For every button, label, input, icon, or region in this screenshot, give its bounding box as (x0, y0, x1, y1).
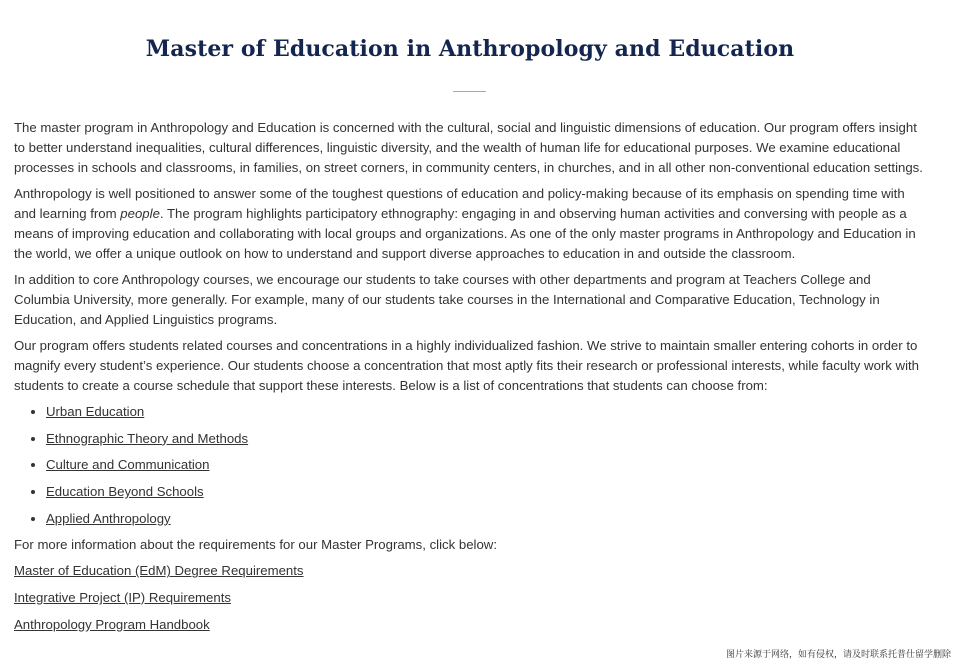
intro-paragraph-4: Our program offers students related courses and concentrations in a highly individualized fashion. We strive to maintain smaller entering cohorts in order to magnify every student’s experience. Our students choose a concentration that most aptly fits their research or professional interests, while faculty work with students to create a course schedule that support these interests. Below is a list of concentrations that students can choose from: (14, 338, 919, 393)
intro-paragraph-2-end: . The program highlights participatory ethnography: engaging in and observing human activities and conversing with people as a means of improving education and collaborating with local groups and organizations. As one of the only master programs in Anthropology and Education in the world, we offer a unique outlook on how to understand and support diverse approaches to education in and outside the classroom. (14, 206, 916, 261)
link-ethnographic-theory-methods[interactable]: Ethnographic Theory and Methods (46, 430, 249, 446)
link-applied-anthropology[interactable]: Applied Anthropology (46, 510, 171, 526)
list-item (46, 509, 929, 529)
intro-paragraph-2-start: Anthropology is well positioned to answer some of the toughest questions of education and policy-making because of its emphasis on spending time with and learning from (14, 186, 905, 221)
main-content (14, 118, 929, 641)
link-program-handbook[interactable]: Anthropology Program Handbook (14, 616, 210, 632)
list-item (46, 429, 929, 449)
requirements-links (14, 561, 929, 634)
emphasis-people: people (120, 206, 160, 221)
link-culture-communication[interactable]: Culture and Communication (46, 457, 210, 473)
concentrations-list (14, 402, 929, 529)
more-info-text: For more information about the requirements for our Master Programs, click below: (14, 537, 497, 553)
intro-paragraph-2 (14, 184, 929, 264)
intro-paragraph-1: The master program in Anthropology and Education is concerned with the cultural, social and linguistic dimensions of education. Our program offers insight to better understand inequalities, cultural differences, linguistic diversity, and the wealth of human life for educational purposes. We examine educational processes in schools and classrooms, in families, on street corners, in community centers, in churches, and in all other non-conventional education settings. (14, 120, 923, 175)
watermark-text: 图片来源于网络，如有侵权，请及时联系托普仕留学删除 (724, 647, 953, 660)
list-item (46, 482, 929, 502)
intro-paragraph-3: In addition to core Anthropology courses, we encourage our students to take courses with other departments and program at Teachers College and Columbia University, more generally. For example, many of our students take courses in the International and Comparative Education, Technology in Education, and Applied Linguistics programs. (14, 272, 880, 327)
title-accent-rule (453, 91, 486, 92)
link-urban-education[interactable]: Urban Education (46, 404, 145, 419)
link-education-beyond-schools[interactable]: Education Beyond Schools (46, 484, 204, 500)
page-title: Master of Education in Anthropology and Education (145, 36, 795, 62)
list-item (46, 402, 929, 422)
link-edm-requirements[interactable]: Master of Education (EdM) Degree Requirements (14, 563, 304, 579)
link-ip-requirements[interactable]: Integrative Project (IP) Requirements (14, 590, 231, 606)
list-item (46, 455, 929, 475)
